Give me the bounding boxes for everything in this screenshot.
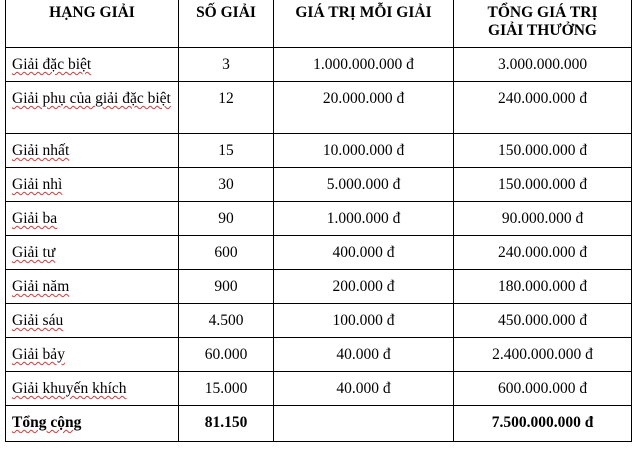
row-name bbox=[6, 168, 179, 202]
row-value-each: 20.000.000 đ bbox=[274, 82, 454, 134]
header-total-value-line1: TỔNG GIÁ TRỊ bbox=[487, 4, 598, 21]
row-total: 90.000.000 đ bbox=[454, 202, 632, 236]
row-value-each: 100.000 đ bbox=[274, 304, 454, 338]
row-count: 12 bbox=[179, 82, 274, 134]
row-name bbox=[6, 236, 179, 270]
row-count: 3 bbox=[179, 48, 274, 82]
total-row bbox=[6, 406, 632, 442]
row-name bbox=[6, 82, 179, 134]
table-row bbox=[6, 134, 632, 168]
header-total-value-line2: GIẢI THƯỞNG bbox=[488, 22, 597, 39]
row-total: 150.000.000 đ bbox=[454, 168, 632, 202]
row-name-text: Giải khuyến khích bbox=[12, 380, 127, 397]
row-total: 450.000.000 đ bbox=[454, 304, 632, 338]
row-count: 90 bbox=[179, 202, 274, 236]
row-count: 15.000 bbox=[179, 372, 274, 406]
row-total: 240.000.000 đ bbox=[454, 82, 632, 134]
header-count: SỐ GIẢI bbox=[179, 0, 274, 48]
row-value-each: 40.000 đ bbox=[274, 338, 454, 372]
row-name bbox=[6, 202, 179, 236]
row-total: 2.400.000.000 đ bbox=[454, 338, 632, 372]
row-value-each: 400.000 đ bbox=[274, 236, 454, 270]
row-name-text: Giải đặc biệt bbox=[12, 56, 92, 73]
row-name bbox=[6, 338, 179, 372]
header-rank: HẠNG GIẢI bbox=[6, 0, 179, 48]
row-name-text: Giải phụ của giải đặc biệt bbox=[12, 90, 171, 107]
table-row bbox=[6, 304, 632, 338]
total-label-text: Tổng cộng bbox=[12, 414, 82, 431]
row-name-text: Giải nhất bbox=[12, 142, 70, 159]
row-count: 30 bbox=[179, 168, 274, 202]
row-name bbox=[6, 270, 179, 304]
total-count: 81.150 bbox=[179, 406, 274, 442]
row-value-each: 40.000 đ bbox=[274, 372, 454, 406]
header-row bbox=[6, 0, 632, 48]
row-value-each: 1.000.000 đ bbox=[274, 202, 454, 236]
row-total: 600.000.000 đ bbox=[454, 372, 632, 406]
table-row bbox=[6, 236, 632, 270]
row-count: 15 bbox=[179, 134, 274, 168]
row-count: 60.000 bbox=[179, 338, 274, 372]
row-name-text: Giải tư bbox=[12, 244, 56, 261]
row-name bbox=[6, 304, 179, 338]
table-row bbox=[6, 48, 632, 82]
total-label bbox=[6, 406, 179, 442]
row-value-each: 1.000.000.000 đ bbox=[274, 48, 454, 82]
row-total: 180.000.000 đ bbox=[454, 270, 632, 304]
row-total: 150.000.000 đ bbox=[454, 134, 632, 168]
row-value-each: 10.000.000 đ bbox=[274, 134, 454, 168]
prize-table bbox=[5, 0, 632, 442]
total-value-each bbox=[274, 406, 454, 442]
row-value-each: 200.000 đ bbox=[274, 270, 454, 304]
row-name-text: Giải ba bbox=[12, 210, 58, 227]
table-row bbox=[6, 270, 632, 304]
row-total: 240.000.000 đ bbox=[454, 236, 632, 270]
total-amount: 7.500.000.000 đ bbox=[454, 406, 632, 442]
row-name-text: Giải nhì bbox=[12, 176, 63, 193]
header-total-value bbox=[454, 0, 632, 48]
table-row bbox=[6, 202, 632, 236]
table-row bbox=[6, 372, 632, 406]
row-name-text: Giải bảy bbox=[12, 346, 65, 363]
row-total: 3.000.000.000 bbox=[454, 48, 632, 82]
row-name-text: Giải năm bbox=[12, 278, 70, 295]
table-row bbox=[6, 82, 632, 134]
row-name bbox=[6, 134, 179, 168]
row-name-text: Giải sáu bbox=[12, 312, 64, 329]
table-row bbox=[6, 168, 632, 202]
header-value-each: GIÁ TRỊ MỖI GIẢI bbox=[274, 0, 454, 48]
row-count: 4.500 bbox=[179, 304, 274, 338]
row-name bbox=[6, 372, 179, 406]
row-count: 900 bbox=[179, 270, 274, 304]
row-count: 600 bbox=[179, 236, 274, 270]
row-value-each: 5.000.000 đ bbox=[274, 168, 454, 202]
table-row bbox=[6, 338, 632, 372]
row-name bbox=[6, 48, 179, 82]
